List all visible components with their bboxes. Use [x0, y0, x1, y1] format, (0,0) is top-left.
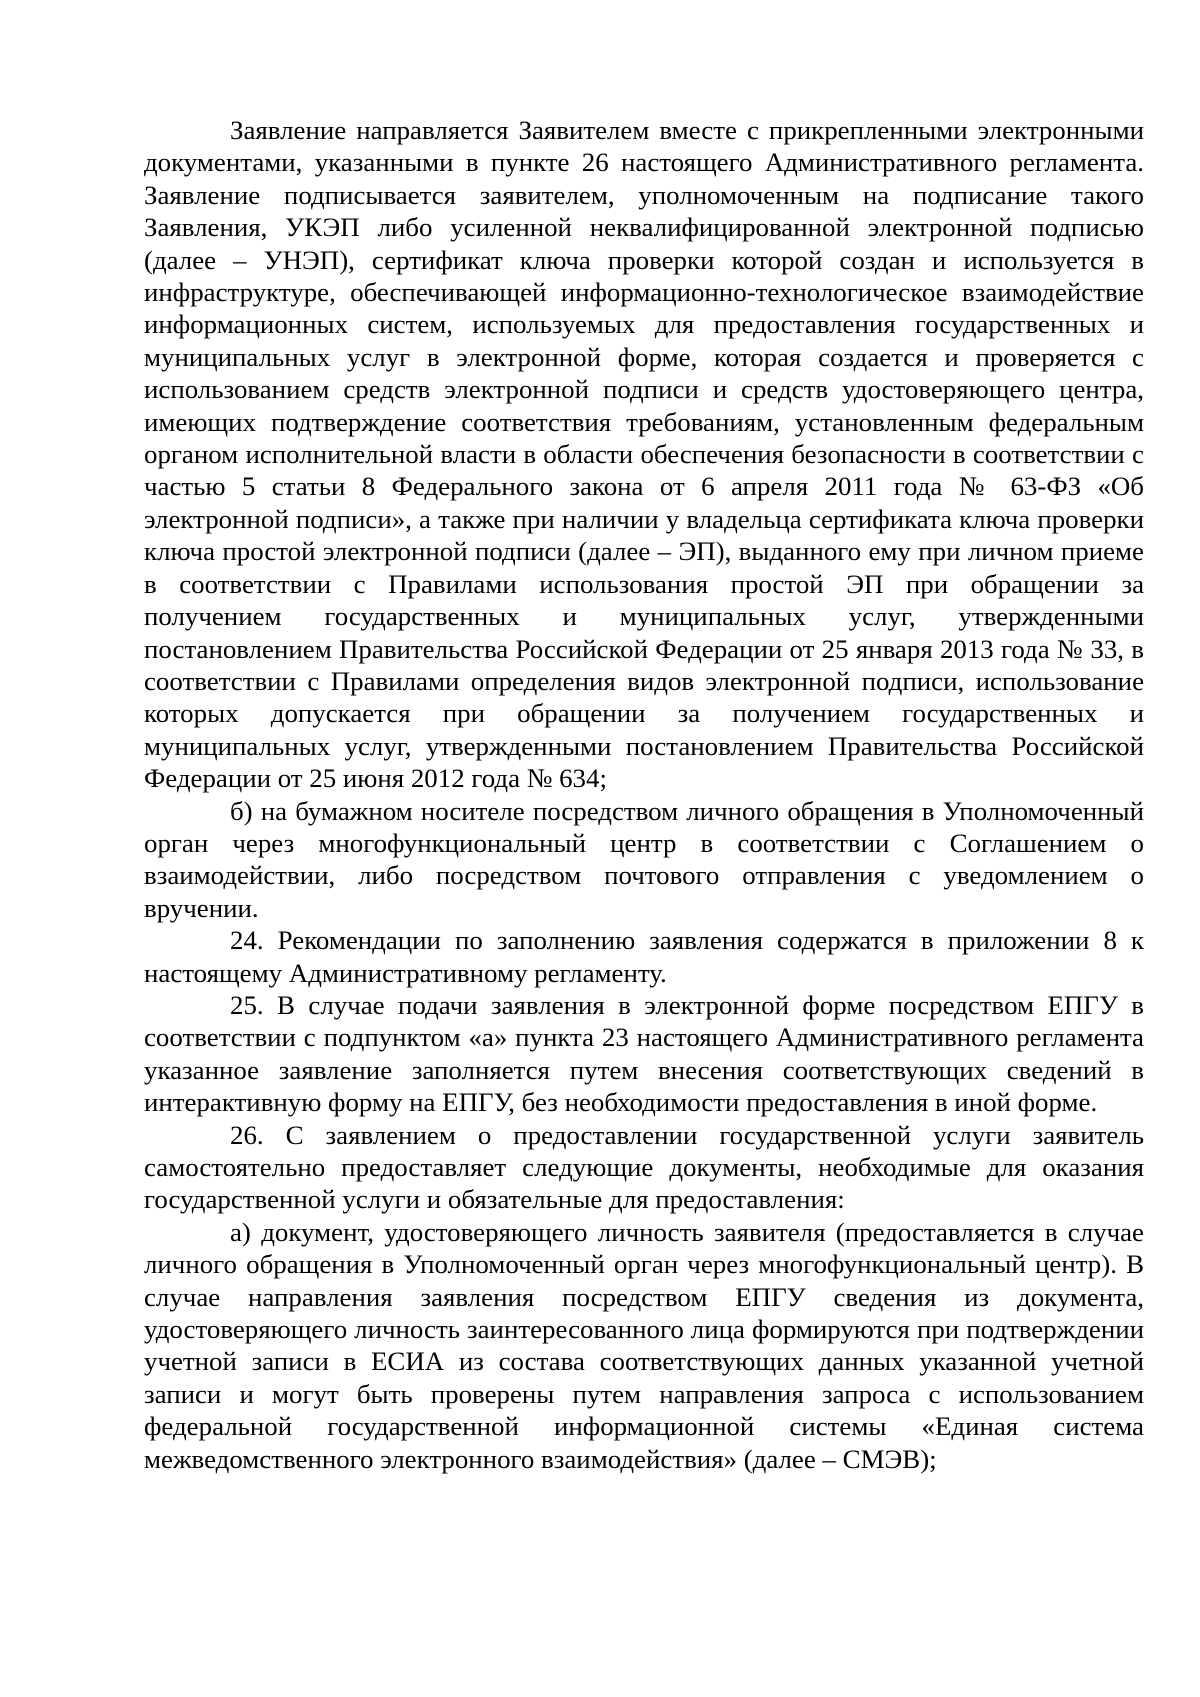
- paragraph-paper-submission: б) на бумажном носителе посредством личного обращения в Уполномоченный орган через многофункциональный центр в соответствии с Соглашением о взаимодействии, либо посредством почтового отправления с уведомлением о вручении.: [144, 795, 1144, 923]
- document-body: [144, 114, 1144, 1475]
- paragraph-application-signing: Заявление направляется Заявителем вместе с прикрепленными электронными документами, указанными в пункте 26 настоящего Административного регламента. Заявление подписывается заявителем, уполномоченным на подписание такого Заявления, УКЭП либо усиленной неквалифицированной электронной подписью (далее – УНЭП), сертификат ключа проверки которой создан и используется в инфраструктуре, обеспечивающей информационно-технологическое взаимодействие информационных систем, используемых для предоставления государственных и муниципальных услуг в электронной форме, которая создается и проверяется с использованием средств электронной подписи и средств удостоверяющего центра, имеющих подтверждение соответствия требованиям, установленным федеральным органом исполнительной власти в области обеспечения безопасности в соответствии с частью 5 статьи 8 Федерального закона от 6 апреля 2011 года № 63-ФЗ «Об электронной подписи», а также при наличии у владельца сертификата ключа проверки ключа простой электронной подписи (далее – ЭП), выданного ему при личном приеме в соответствии с Правилами использования простой ЭП при обращении за получением государственных и муниципальных услуг, утвержденными постановлением Правительства Российской Федерации от 25 января 2013 года № 33, в соответствии с Правилами определения видов электронной подписи, использование которых допускается при обращении за получением государственных и муниципальных услуг, утвержденными постановлением Правительства Российской Федерации от 25 июня 2012 года № 634;: [144, 115, 1144, 794]
- paragraph-item-26: 26. С заявлением о предоставлении государственной услуги заявитель самостоятельно предоставляет следующие документы, необходимые для оказания государственной услуги и обязательные для предоставления:: [144, 1119, 1144, 1215]
- paragraph-item-25: 25. В случае подачи заявления в электронной форме посредством ЕПГУ в соответствии с подпунктом «а» пункта 23 настоящего Административного регламента указанное заявление заполняется путем внесения соответствующих сведений в интерактивную форму на ЕПГУ, без необходимости предоставления в иной форме.: [144, 989, 1144, 1118]
- paragraph-item-24: 24. Рекомендации по заполнению заявления содержатся в приложении 8 к настоящему Административному регламенту.: [144, 925, 1144, 988]
- paragraph-identity-document: а) документ, удостоверяющего личность заявителя (предоставляется в случае личного обращения в Уполномоченный орган через многофункциональный центр). В случае направления заявления посредством ЕПГУ сведения из документа, удостоверяющего личность заинтересованного лица формируются при подтверждении учетной записи в ЕСИА из состава соответствующих данных указанной учетной записи и могут быть проверены путем направления запроса с использованием федеральной государственной информационной системы «Единая система межведомственного электронного взаимодействия» (далее – СМЭВ);: [144, 1216, 1144, 1474]
